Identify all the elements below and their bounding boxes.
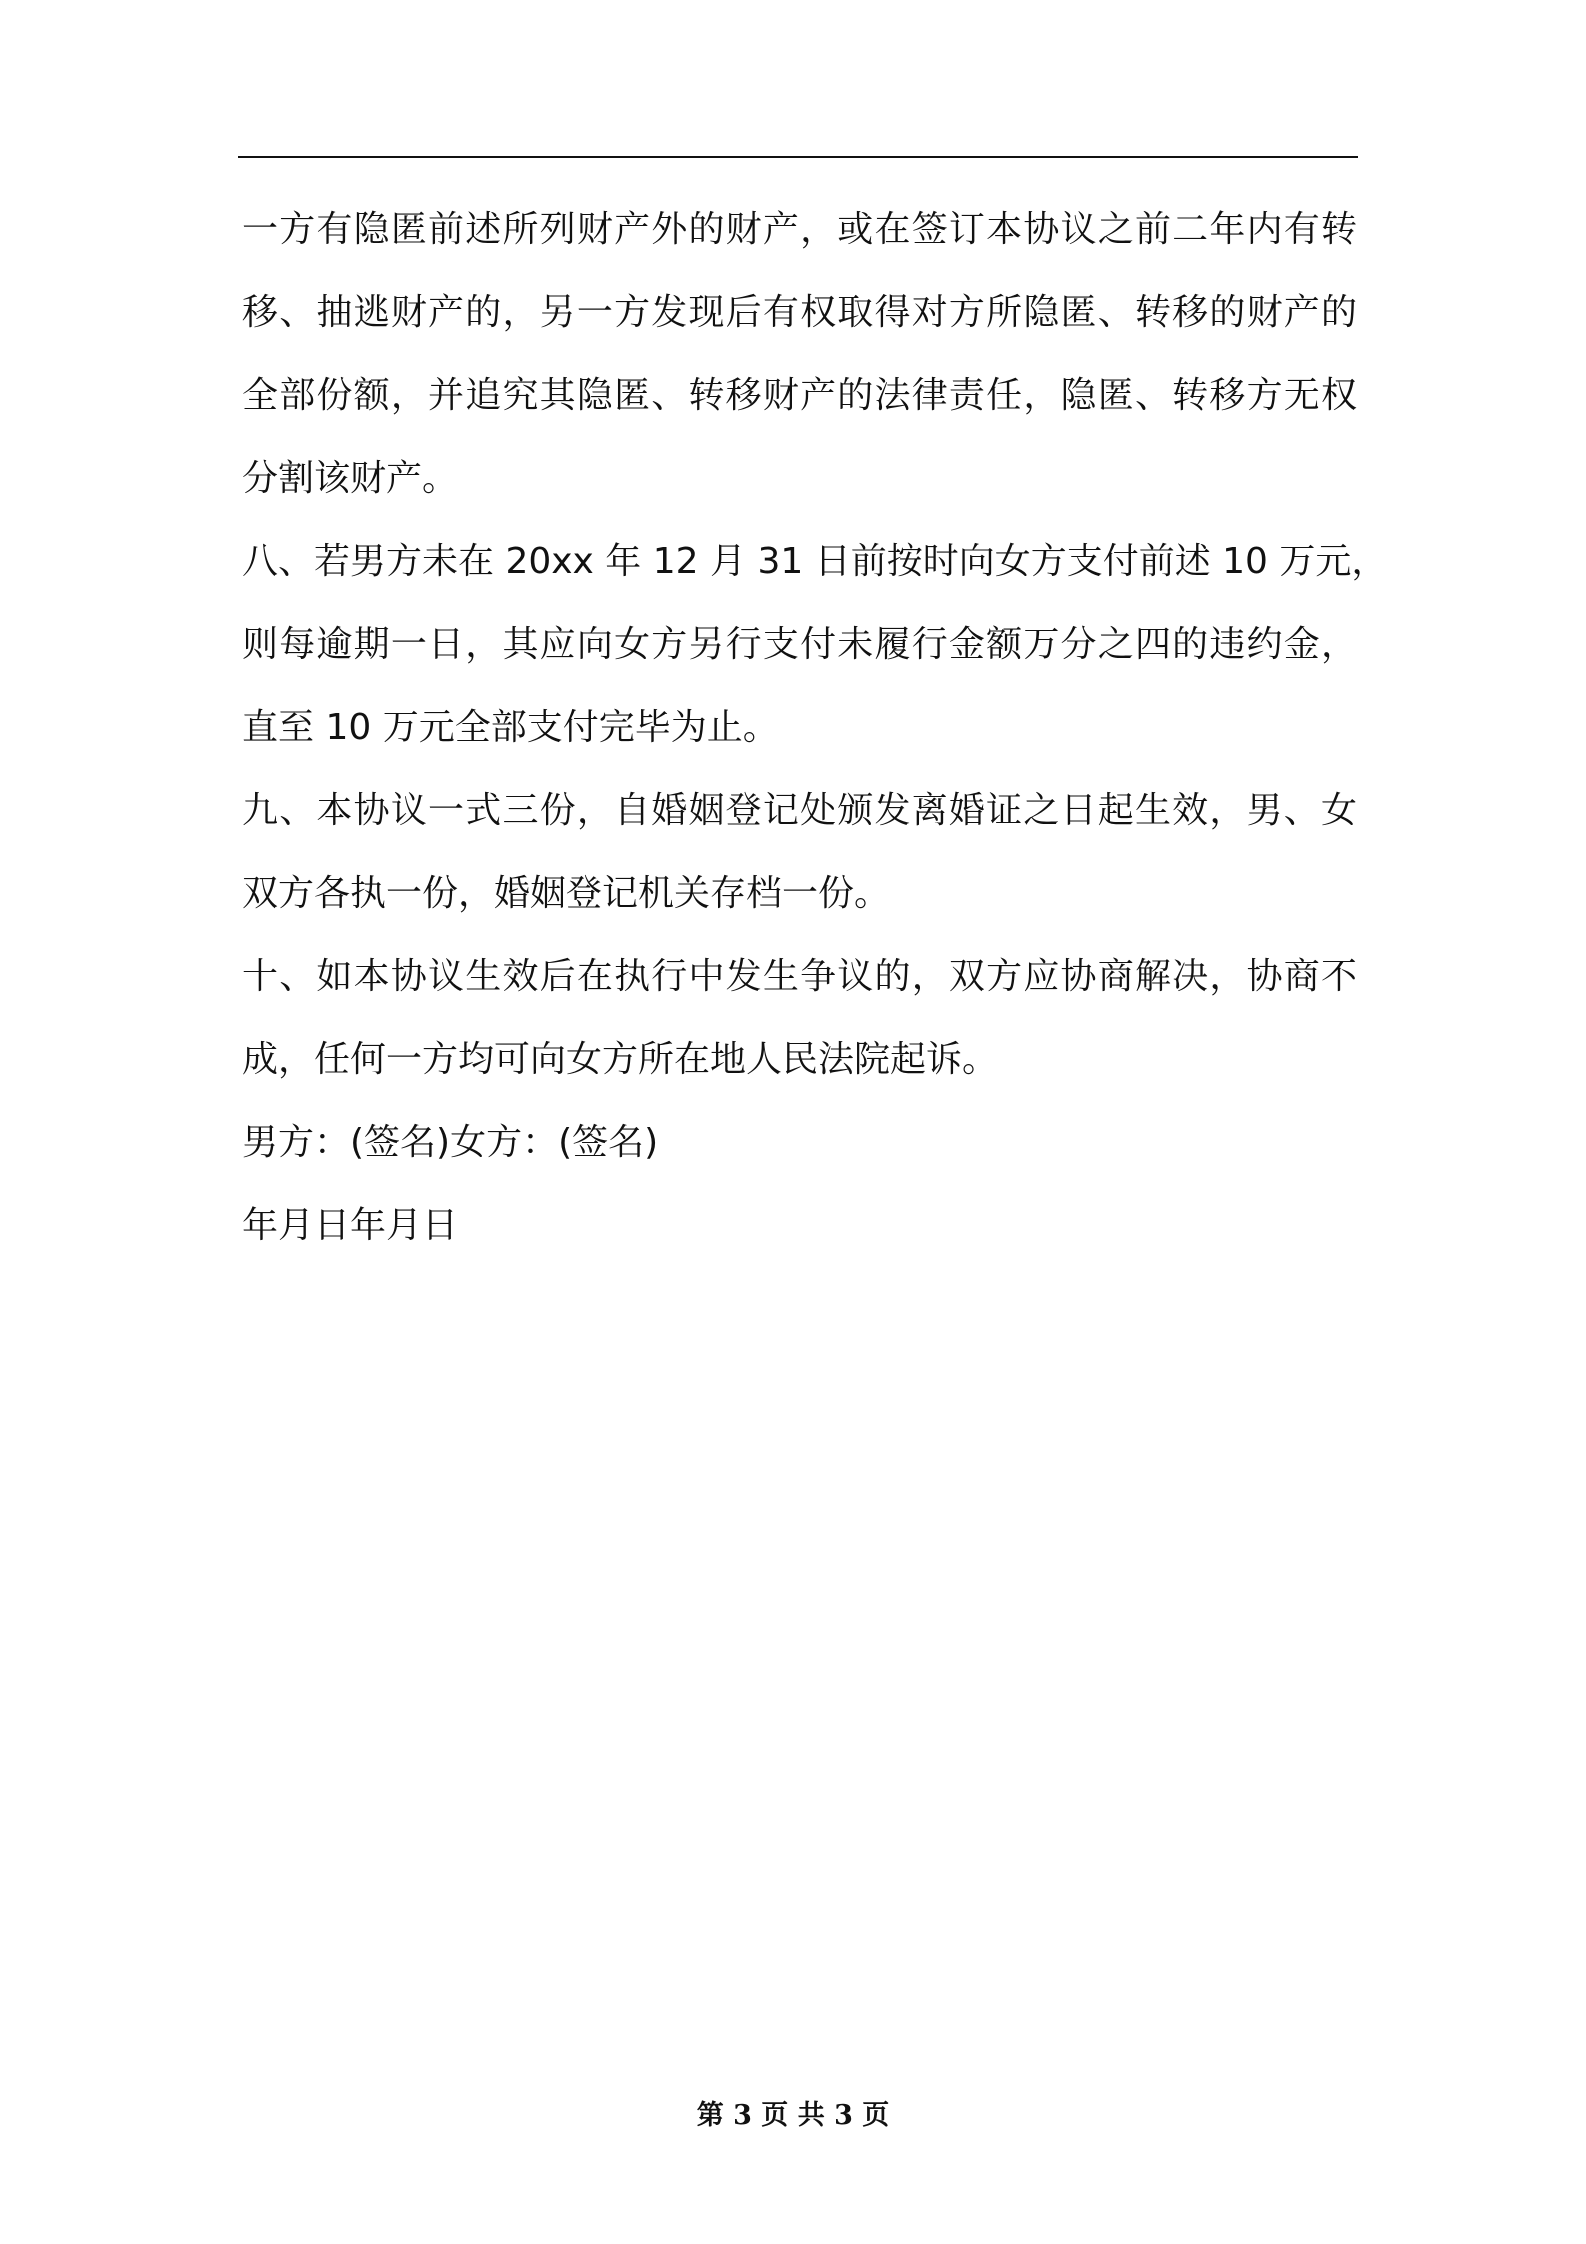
body-line: 分割该财产。 [242, 458, 459, 499]
body-line: 全部份额，并追究其隐匿、转移财产的法律责任，隐匿、转移方无权 [242, 375, 1357, 416]
signature-line: 男方：(签名)女方：(签名) [242, 1122, 659, 1163]
body-line: 十、如本协议生效后在执行中发生争议的，双方应协商解决，协商不 [242, 956, 1357, 997]
header-rule [238, 156, 1358, 158]
body-line: 一方有隐匿前述所列财产外的财产，或在签订本协议之前二年内有转 [242, 209, 1357, 250]
page-number: 第 3 页 共 3 页 [696, 2100, 890, 2131]
body-line: 移、抽逃财产的，另一方发现后有权取得对方所隐匿、转移的财产的 [242, 292, 1357, 333]
date-line: 年月日年月日 [242, 1205, 459, 1246]
document-body [242, 200, 1388, 1279]
body-line: 九、本协议一式三份，自婚姻登记处颁发离婚证之日起生效，男、女 [242, 790, 1357, 831]
body-line: 八、若男方未在 20xx 年 12 月 31 日前按时向女方支付前述 10 万元， [242, 541, 1388, 582]
body-line: 成，任何一方均可向女方所在地人民法院起诉。 [242, 1039, 999, 1080]
body-line: 直至 10 万元全部支付完毕为止。 [242, 707, 779, 748]
body-line: 则每逾期一日，其应向女方另行支付未履行金额万分之四的违约金， [242, 624, 1357, 665]
body-line: 双方各执一份，婚姻登记机关存档一份。 [242, 873, 891, 914]
page-footer [0, 2093, 1586, 2132]
